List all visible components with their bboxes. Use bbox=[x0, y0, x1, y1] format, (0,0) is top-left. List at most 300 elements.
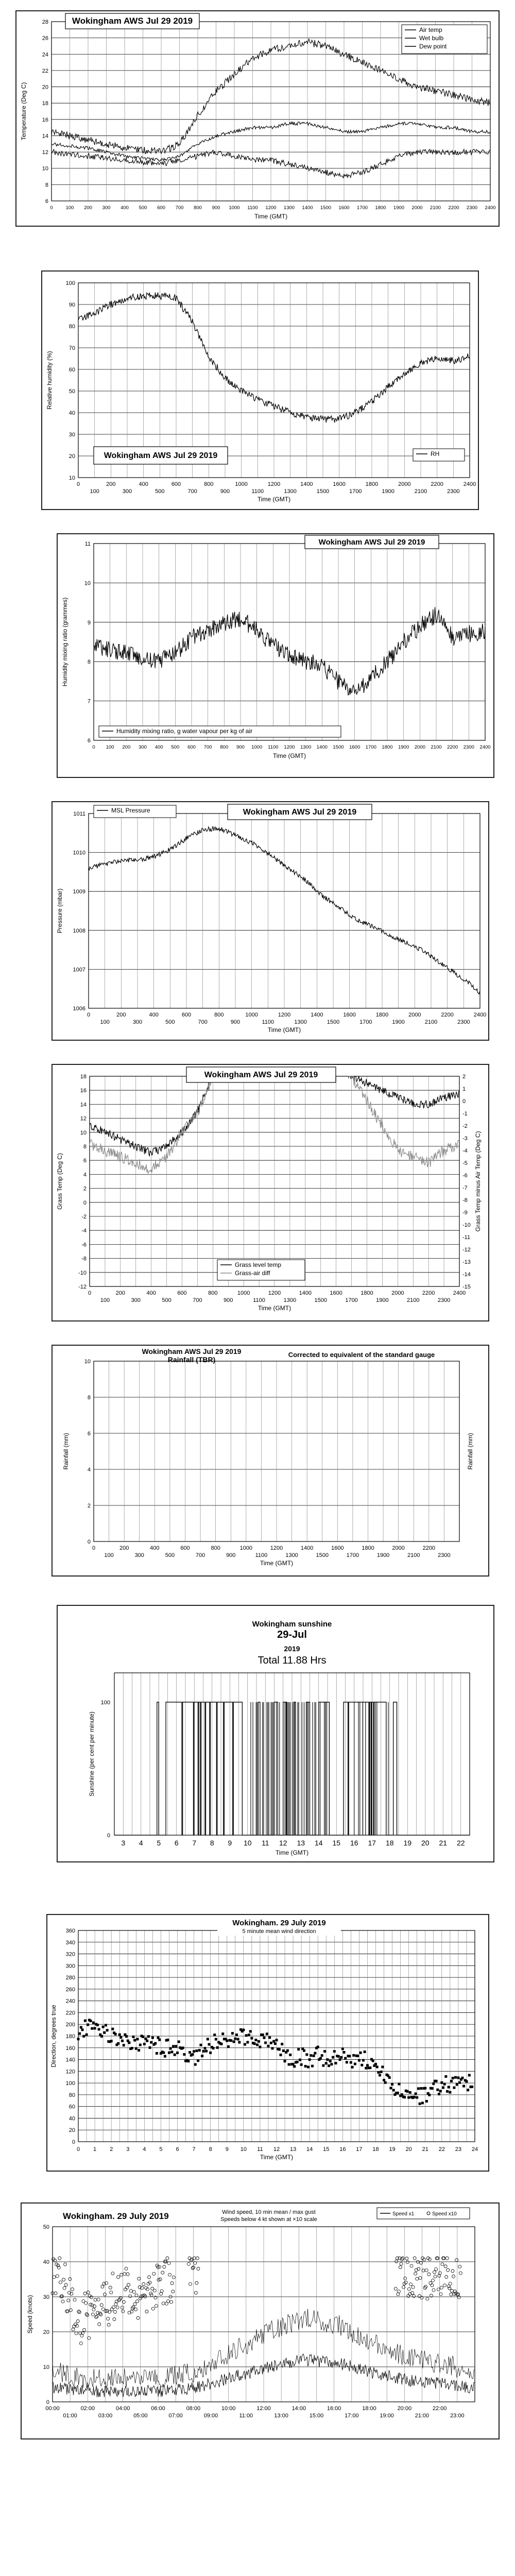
x-axis-label: Time (GMT) bbox=[267, 1026, 301, 1033]
x-tick-label: 2400 bbox=[479, 744, 491, 750]
speed-x10-point bbox=[92, 2308, 95, 2311]
x-tick-label: 500 bbox=[139, 205, 147, 211]
wind-direction-point bbox=[248, 2033, 250, 2036]
wind-direction-point bbox=[138, 2049, 140, 2052]
x-tick-label: 1100 bbox=[253, 1297, 265, 1303]
wind-direction-point bbox=[250, 2037, 253, 2040]
speed-x10-point bbox=[394, 2287, 397, 2290]
x-tick-label: 300 bbox=[139, 744, 147, 750]
wind-direction-point bbox=[259, 2046, 261, 2048]
x-tick-label: 2000 bbox=[398, 481, 411, 487]
x-tick-label: 1500 bbox=[320, 205, 332, 211]
x-tick-label: 2000 bbox=[411, 205, 423, 211]
speed-x10-point bbox=[455, 2259, 458, 2262]
wind-direction-point bbox=[174, 2054, 176, 2056]
x-tick-label: 14 bbox=[306, 2146, 313, 2153]
wind-direction-point bbox=[151, 2037, 154, 2039]
x-tick-label: 12 bbox=[279, 1839, 287, 1847]
speed-x10-point bbox=[170, 2282, 174, 2285]
wind-direction-point bbox=[311, 2065, 314, 2067]
y2-tick-label: -1 bbox=[462, 1111, 468, 1117]
wind-direction-point bbox=[238, 2041, 241, 2044]
y-tick-label: -10 bbox=[78, 1269, 87, 1276]
y2-axis-label: Rainfall (mm) bbox=[467, 1433, 474, 1470]
x-tick-label: 2100 bbox=[407, 1552, 420, 1558]
speed-x10-point bbox=[399, 2266, 402, 2269]
wind-direction-point bbox=[246, 2041, 249, 2043]
x-tick-label: 17 bbox=[368, 1839, 376, 1847]
x-tick-label: 500 bbox=[162, 1297, 171, 1303]
y-tick-label: 10 bbox=[43, 2364, 49, 2370]
sunshine-chart bbox=[58, 1606, 493, 1861]
y-tick-label: 80 bbox=[68, 2092, 75, 2098]
speed-x10-point bbox=[151, 2307, 154, 2310]
speed-x10-point bbox=[406, 2261, 409, 2264]
x-axis-label: Time (GMT) bbox=[260, 2154, 294, 2161]
y2-tick-label: -2 bbox=[462, 1123, 468, 1129]
wind-direction-point bbox=[384, 2081, 387, 2084]
speed-x10-point bbox=[426, 2297, 429, 2300]
speed-x10-point bbox=[171, 2290, 175, 2293]
x-tick-label: 400 bbox=[154, 744, 163, 750]
y-tick-label: 7 bbox=[87, 698, 91, 705]
y-tick-label: 20 bbox=[43, 2329, 49, 2335]
wind-direction-point bbox=[263, 2037, 265, 2039]
y-tick-label: 2 bbox=[87, 1503, 91, 1509]
wind-direction-point bbox=[94, 2027, 96, 2029]
x-tick-label: 1700 bbox=[345, 1297, 358, 1303]
wind-direction-point bbox=[379, 2074, 381, 2076]
speed-x10-point bbox=[91, 2313, 94, 2316]
y-tick-label: 220 bbox=[65, 2010, 75, 2016]
wind-direction-point bbox=[78, 2032, 81, 2035]
x-tick-label: 2000 bbox=[414, 744, 425, 750]
speed-x10-point bbox=[109, 2286, 112, 2289]
x-tick-label: 2000 bbox=[408, 1012, 421, 1018]
x-tick-label: 05:00 bbox=[133, 2413, 148, 2419]
pressure-chart bbox=[53, 802, 488, 1040]
y-tick-label: 26 bbox=[42, 35, 48, 42]
y2-tick-label: -10 bbox=[462, 1222, 471, 1228]
wind-direction-point bbox=[319, 2057, 322, 2060]
y-tick-label: 60 bbox=[68, 2104, 75, 2110]
x-tick-label: 1900 bbox=[382, 488, 394, 495]
x-tick-label: 9 bbox=[228, 1839, 232, 1847]
chart-title: Wokingham. 29 July 2019 bbox=[63, 2211, 169, 2221]
speed-x10-point bbox=[457, 2296, 460, 2299]
speed-x10-point bbox=[103, 2293, 106, 2296]
speed-x10-point bbox=[191, 2266, 194, 2269]
wind-direction-point bbox=[118, 2033, 121, 2036]
x-tick-label: 19:00 bbox=[380, 2413, 394, 2419]
wind-direction-point bbox=[417, 2087, 420, 2090]
x-tick-label: 600 bbox=[171, 481, 181, 487]
y2-tick-label: -8 bbox=[462, 1197, 468, 1204]
y-axis-label: Grass Temp (Deg C) bbox=[56, 1153, 63, 1210]
x-tick-label: 4 bbox=[139, 1839, 143, 1847]
x-tick-label: 600 bbox=[180, 1545, 190, 1551]
wind-direction-point bbox=[310, 2054, 312, 2057]
wind-direction-point bbox=[300, 2063, 303, 2066]
speed-x10-point bbox=[76, 2319, 79, 2323]
x-tick-label: 1800 bbox=[375, 205, 386, 211]
x-tick-label: 1200 bbox=[268, 1290, 281, 1296]
wind-direction-point bbox=[326, 2058, 329, 2061]
wind-direction-point bbox=[449, 2091, 451, 2094]
speed-x10-point bbox=[87, 2291, 90, 2294]
wind-direction-point bbox=[131, 2047, 133, 2049]
x-tick-label: 600 bbox=[181, 1012, 192, 1018]
y-tick-label: 20 bbox=[68, 453, 75, 460]
wind-direction-point bbox=[314, 2052, 316, 2055]
x-tick-label: 2200 bbox=[431, 481, 443, 487]
wind-direction-point bbox=[136, 2038, 139, 2040]
wind-direction-point bbox=[380, 2071, 383, 2073]
y-tick-label: 12 bbox=[80, 1115, 87, 1122]
y2-tick-label: 2 bbox=[462, 1074, 466, 1080]
x-tick-label: 100 bbox=[100, 1297, 110, 1303]
speed-x10-point bbox=[452, 2275, 455, 2278]
y-tick-label: 1010 bbox=[73, 850, 85, 856]
x-tick-label: 200 bbox=[119, 1545, 129, 1551]
y-tick-label: 0 bbox=[107, 1833, 110, 1839]
x-tick-label: 03:00 bbox=[98, 2413, 113, 2419]
x-tick-label: 400 bbox=[121, 205, 129, 211]
y-tick-label: 100 bbox=[65, 2080, 75, 2087]
x-tick-label: 1100 bbox=[262, 1019, 274, 1025]
wind-direction-point bbox=[133, 2039, 136, 2042]
chart-title: Wokingham. 29 July 2019 bbox=[232, 1919, 326, 1927]
chart-title: Wokingham AWS Jul 29 2019 bbox=[204, 1071, 318, 1079]
speed-x10-point bbox=[189, 2282, 192, 2285]
x-tick-label: 8 bbox=[210, 1839, 214, 1847]
speed-x10-point bbox=[83, 2328, 86, 2331]
y-tick-label: 20 bbox=[68, 2127, 75, 2134]
y-tick-label: -8 bbox=[81, 1256, 87, 1262]
legend-label: Grass level temp bbox=[235, 1261, 282, 1268]
x-tick-label: 1000 bbox=[251, 744, 263, 750]
x-tick-label: 19 bbox=[403, 1839, 412, 1847]
y-tick-label: 20 bbox=[42, 84, 48, 91]
wind-direction-point bbox=[388, 2076, 391, 2079]
chart-year: 2019 bbox=[284, 1645, 300, 1653]
x-tick-label: 3 bbox=[121, 1839, 126, 1847]
y2-tick-label: -3 bbox=[462, 1136, 468, 1142]
x-tick-label: 9 bbox=[225, 2146, 229, 2153]
x-tick-label: 800 bbox=[211, 1545, 220, 1551]
x-tick-label: 700 bbox=[175, 205, 184, 211]
wind-direction-point bbox=[205, 2050, 208, 2053]
wind-direction-point bbox=[272, 2040, 275, 2043]
speed-x10-point bbox=[116, 2306, 119, 2309]
x-tick-label: 13 bbox=[297, 1839, 305, 1847]
x-axis-label: Time (GMT) bbox=[272, 752, 306, 759]
wind-direction-point bbox=[182, 2046, 184, 2049]
wind-direction-point bbox=[344, 2057, 347, 2060]
wind-direction-point bbox=[332, 2056, 334, 2059]
wind-direction-point bbox=[234, 2038, 236, 2040]
speed-x10-point bbox=[416, 2277, 419, 2280]
legend-label: MSL Pressure bbox=[111, 807, 150, 814]
y2-tick-label: -9 bbox=[462, 1210, 468, 1216]
wind-direction-point bbox=[356, 2055, 359, 2057]
wind-direction-point bbox=[424, 2087, 426, 2090]
wind-direction-point bbox=[340, 2056, 342, 2059]
x-tick-label: 700 bbox=[193, 1297, 202, 1303]
wind-direction-point bbox=[413, 2096, 416, 2098]
x-tick-label: 1100 bbox=[247, 205, 258, 211]
wind-direction-point bbox=[226, 2040, 228, 2042]
wind-direction-point bbox=[303, 2049, 305, 2052]
speed-x10-point bbox=[99, 2313, 102, 2316]
x-tick-label: 18 bbox=[385, 1839, 394, 1847]
wind-direction-point bbox=[132, 2036, 134, 2038]
x-tick-label: 15 bbox=[323, 2146, 330, 2153]
y2-tick-label: -11 bbox=[462, 1234, 471, 1241]
x-tick-label: 6 bbox=[174, 1839, 179, 1847]
x-tick-label: 2300 bbox=[457, 1019, 470, 1025]
speed-x10-point bbox=[138, 2277, 141, 2280]
wind-direction-point bbox=[284, 2060, 286, 2062]
speed-x10-point bbox=[458, 2265, 461, 2268]
speed-x10-point bbox=[197, 2267, 200, 2270]
x-tick-label: 300 bbox=[131, 1297, 141, 1303]
wind-direction-point bbox=[416, 2096, 418, 2099]
grass-chart bbox=[53, 1065, 488, 1320]
speed-x10-point bbox=[136, 2300, 139, 2303]
x-tick-label: 1300 bbox=[300, 744, 312, 750]
speed-x10-point bbox=[124, 2288, 127, 2291]
x-tick-label: 5 bbox=[157, 1839, 161, 1847]
speed-x10-point bbox=[395, 2260, 398, 2263]
speed-x10-point bbox=[145, 2310, 148, 2313]
wind-direction-point bbox=[96, 2024, 99, 2026]
speed-x10-point bbox=[121, 2306, 124, 2309]
x-tick-label: 1100 bbox=[255, 1552, 268, 1558]
wind-direction-point bbox=[432, 2082, 435, 2085]
speed-x10-point bbox=[75, 2332, 78, 2335]
x-tick-label: 5 bbox=[159, 2146, 163, 2153]
speed-x10-point bbox=[402, 2286, 405, 2289]
speed-x10-point bbox=[58, 2257, 61, 2260]
x-tick-label: 24 bbox=[471, 2146, 478, 2153]
wind-direction-point bbox=[183, 2053, 185, 2056]
y-tick-label: 24 bbox=[42, 52, 48, 58]
x-tick-label: 400 bbox=[149, 1012, 159, 1018]
speed-x10-point bbox=[79, 2342, 82, 2345]
x-tick-label: 00:00 bbox=[45, 2405, 60, 2412]
x-tick-label: 1300 bbox=[294, 1019, 307, 1025]
wind-direction-point bbox=[121, 2040, 124, 2042]
x-tick-label: 300 bbox=[132, 1019, 143, 1025]
wind-direction-point bbox=[288, 2063, 290, 2066]
x-tick-label: 1300 bbox=[283, 1297, 297, 1303]
speed-x10-point bbox=[172, 2276, 175, 2279]
wind-direction-point bbox=[256, 2043, 259, 2046]
wind-direction-point bbox=[348, 2055, 351, 2057]
speed-x10-point bbox=[71, 2287, 74, 2291]
x-tick-label: 22:00 bbox=[432, 2405, 447, 2412]
wind-direction-point bbox=[278, 2048, 281, 2050]
humidity-chart bbox=[42, 272, 478, 509]
y-tick-label: 200 bbox=[65, 2022, 75, 2028]
x-tick-label: 2 bbox=[110, 2146, 113, 2153]
wind-direction-point bbox=[276, 2039, 278, 2041]
x-tick-label: 16:00 bbox=[327, 2405, 341, 2412]
chart-date: 29-Jul bbox=[277, 1629, 307, 1640]
speed-x10-point bbox=[432, 2279, 435, 2282]
speed-x10-point bbox=[413, 2295, 416, 2298]
wind-direction-point bbox=[322, 2064, 324, 2067]
wind-direction-point bbox=[419, 2103, 421, 2105]
wind-direction-point bbox=[146, 2040, 148, 2042]
speed-x10-point bbox=[167, 2262, 170, 2265]
x-tick-label: 1800 bbox=[382, 744, 393, 750]
legend-label: Speed x10 bbox=[432, 2211, 457, 2217]
x-tick-label: 1300 bbox=[284, 488, 297, 495]
wind-direction-point bbox=[103, 2031, 106, 2034]
y-tick-label: 120 bbox=[65, 2069, 75, 2075]
wind-direction-point bbox=[304, 2065, 307, 2067]
speed-x10-point bbox=[405, 2257, 408, 2260]
wind-direction-point bbox=[352, 2054, 355, 2057]
speed-x10-point bbox=[113, 2318, 116, 2321]
wind-direction-point bbox=[337, 2055, 340, 2058]
x-tick-label: 1600 bbox=[331, 1545, 344, 1551]
wind-direction-point bbox=[350, 2061, 352, 2064]
y2-tick-label: -7 bbox=[462, 1185, 468, 1191]
x-tick-label: 200 bbox=[84, 205, 92, 211]
wind-direction-point bbox=[274, 2042, 277, 2045]
x-tick-label: 13 bbox=[289, 2146, 297, 2153]
wind-direction-point bbox=[391, 2083, 393, 2086]
x-tick-label: 100 bbox=[104, 1552, 114, 1558]
wind-direction-point bbox=[409, 2091, 411, 2094]
wind-direction-point bbox=[209, 2052, 212, 2054]
x-tick-label: 2100 bbox=[424, 1019, 438, 1025]
x-tick-label: 1200 bbox=[265, 205, 277, 211]
wind-direction-point bbox=[454, 2076, 457, 2079]
speed-x10-point bbox=[447, 2268, 450, 2272]
wind-direction-point bbox=[92, 2022, 95, 2024]
wind-direction-point bbox=[175, 2045, 177, 2047]
x-tick-label: 7 bbox=[192, 1839, 197, 1847]
x-tick-label: 1400 bbox=[300, 481, 313, 487]
wind-direction-point bbox=[169, 2047, 172, 2050]
wind-direction-point bbox=[338, 2058, 341, 2061]
y-tick-label: 12 bbox=[42, 149, 48, 156]
x-tick-label: 1000 bbox=[237, 1290, 250, 1296]
speed-x10-point bbox=[134, 2308, 137, 2311]
wind-direction-point bbox=[444, 2075, 447, 2078]
speed-x10-point bbox=[187, 2262, 190, 2265]
y-tick-label: 6 bbox=[83, 1158, 87, 1164]
y-tick-label: 28 bbox=[42, 19, 48, 25]
temperature-chart bbox=[16, 11, 499, 226]
y-tick-label: 90 bbox=[68, 302, 75, 308]
wind-direction-point bbox=[383, 2079, 385, 2081]
speed-x10-point bbox=[117, 2276, 120, 2279]
x-tick-label: 1200 bbox=[278, 1012, 291, 1018]
speed-x10-point bbox=[126, 2286, 129, 2289]
speed-x10-point bbox=[54, 2292, 57, 2295]
wind-direction-point bbox=[381, 2065, 384, 2068]
x-tick-label: 2300 bbox=[438, 1552, 451, 1558]
wind-direction-point bbox=[453, 2087, 455, 2089]
speed-x10-point bbox=[110, 2291, 113, 2294]
x-axis-label: Time (GMT) bbox=[275, 1849, 309, 1856]
legend-label: Wet bulb bbox=[419, 35, 444, 42]
wind-direction-point bbox=[364, 2050, 366, 2053]
wind-direction-point bbox=[117, 2042, 119, 2045]
wind-direction-point bbox=[415, 2092, 417, 2095]
wind-direction-point bbox=[125, 2035, 128, 2038]
wind-direction-point bbox=[443, 2083, 446, 2086]
wind-direction-point bbox=[245, 2034, 248, 2037]
wind-direction-point bbox=[293, 2065, 296, 2067]
x-tick-label: 2300 bbox=[447, 488, 460, 495]
wind-direction-point bbox=[376, 2065, 379, 2068]
wind-direction-point bbox=[197, 2059, 199, 2062]
x-tick-label: 2300 bbox=[437, 1297, 451, 1303]
x-tick-label: 1900 bbox=[376, 1552, 390, 1558]
x-tick-label: 900 bbox=[224, 1297, 233, 1303]
x-tick-label: 1400 bbox=[311, 1012, 323, 1018]
x-tick-label: 700 bbox=[203, 744, 212, 750]
legend-label: Speed x1 bbox=[392, 2211, 415, 2217]
x-tick-label: 900 bbox=[212, 205, 220, 211]
y-tick-label: 10 bbox=[84, 1359, 91, 1365]
wind-direction-point bbox=[91, 2027, 93, 2030]
wind-direction-point bbox=[421, 2102, 424, 2104]
wind-direction-point bbox=[471, 2086, 473, 2088]
x-tick-label: 09:00 bbox=[203, 2413, 218, 2419]
x-tick-label: 22 bbox=[438, 2146, 445, 2153]
rainfall-chart-panel bbox=[52, 1345, 489, 1577]
x-tick-label: 21 bbox=[422, 2146, 428, 2153]
speed-x10-point bbox=[427, 2273, 431, 2276]
y-axis-label: Humidity mixing ratio (grammes) bbox=[61, 597, 68, 687]
speed-x10-point bbox=[192, 2266, 195, 2269]
y-axis-label: Rainfall (mm) bbox=[62, 1433, 70, 1470]
y-tick-label: -4 bbox=[81, 1228, 87, 1234]
x-tick-label: 07:00 bbox=[168, 2413, 183, 2419]
wind-direction-point bbox=[354, 2063, 356, 2065]
x-tick-label: 300 bbox=[134, 1552, 144, 1558]
x-tick-label: 1600 bbox=[343, 1012, 356, 1018]
legend-label: Humidity mixing ratio, g water vapour per kg of air bbox=[116, 727, 253, 735]
speed-x10-point bbox=[111, 2272, 114, 2275]
speed-x10-point bbox=[451, 2269, 454, 2273]
y-tick-label: 14 bbox=[42, 133, 48, 140]
wind-direction-point bbox=[407, 2096, 410, 2099]
wind-direction-point bbox=[438, 2093, 440, 2095]
y-tick-label: 16 bbox=[80, 1088, 87, 1094]
x-tick-label: 2100 bbox=[431, 744, 442, 750]
speed-x10-point bbox=[64, 2263, 67, 2266]
wind-direction-point bbox=[237, 2038, 239, 2041]
wind-direction-point bbox=[85, 2033, 88, 2036]
grass-chart-panel bbox=[52, 1064, 489, 1321]
wind-direction-point bbox=[343, 2051, 346, 2054]
wind-direction-point bbox=[187, 2060, 190, 2062]
wind-direction-point bbox=[366, 2064, 369, 2066]
x-tick-label: 1300 bbox=[283, 205, 295, 211]
x-axis-label: Time (GMT) bbox=[257, 496, 291, 503]
wind-direction-point bbox=[254, 2039, 257, 2041]
wind-direction-point bbox=[168, 2052, 170, 2054]
wind-direction-point bbox=[143, 2043, 146, 2045]
